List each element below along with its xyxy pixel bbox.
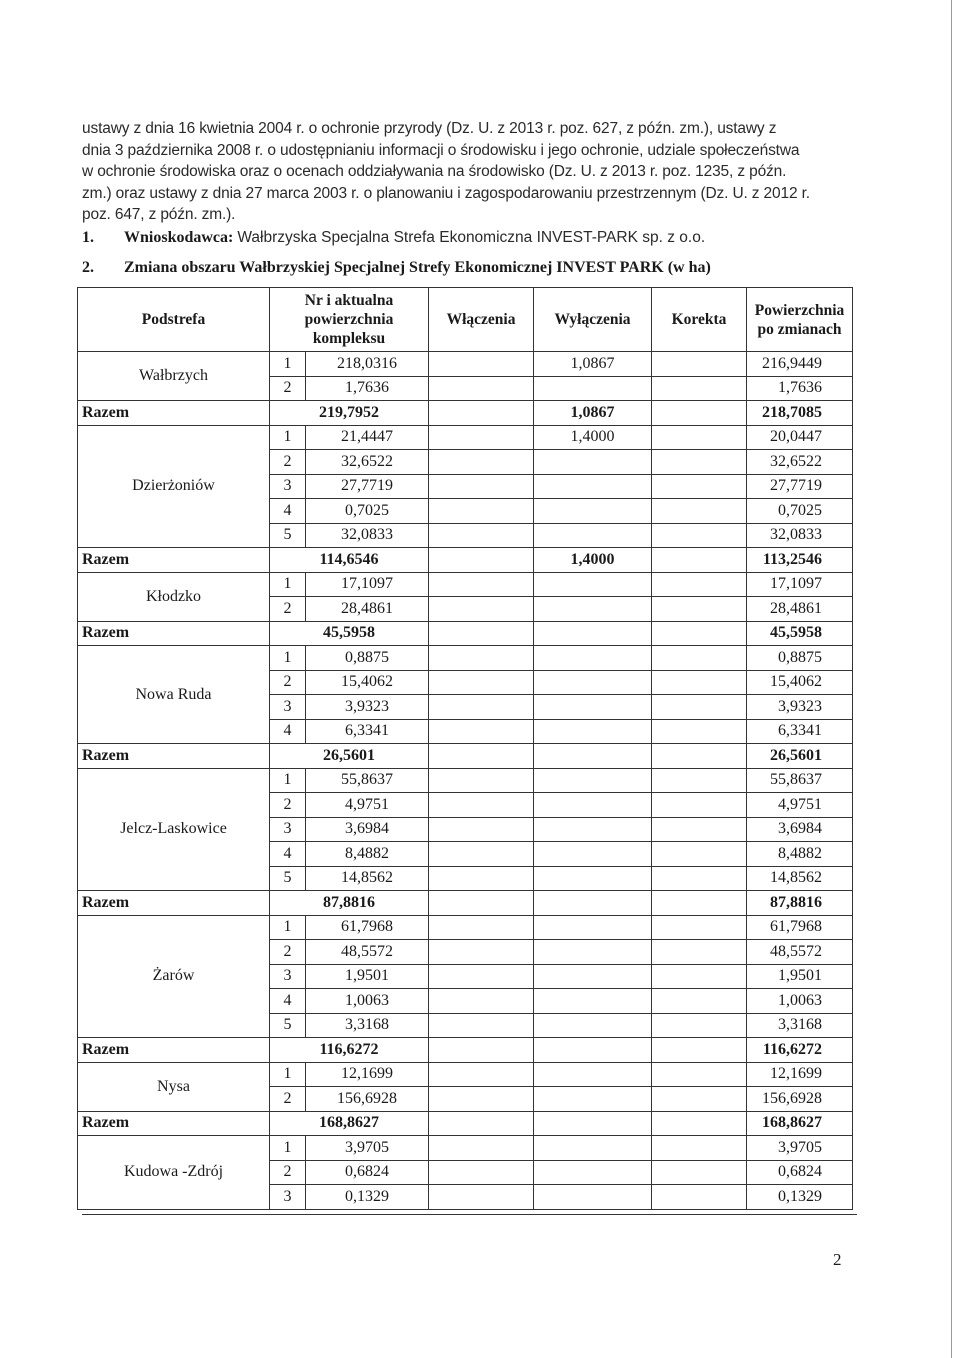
exclusions-cell xyxy=(534,915,652,940)
total-exclusions: 1,0867 xyxy=(534,401,652,426)
inclusions-cell xyxy=(429,646,534,671)
correction-cell xyxy=(652,597,747,622)
total-current-area: 168,8627 xyxy=(270,1111,429,1136)
current-area: 15,4062 xyxy=(306,670,429,695)
exclusions-cell xyxy=(534,842,652,867)
current-area: 14,8562 xyxy=(306,866,429,891)
complex-number: 4 xyxy=(270,719,306,744)
area-after-change: 0,7025 xyxy=(747,499,853,524)
total-label: Razem xyxy=(78,1111,270,1136)
header-podstrefa: Podstrefa xyxy=(78,288,270,352)
intro-line: ustawy z dnia 16 kwietnia 2004 r. o ochronie przyrody (Dz. U. z 2013 r. poz. 627, z późn. zm.), ustawy z xyxy=(82,120,777,137)
total-area-after-change: 87,8816 xyxy=(747,891,853,916)
complex-number: 4 xyxy=(270,842,306,867)
item-number: 1. xyxy=(82,229,94,246)
inclusions-cell xyxy=(429,670,534,695)
complex-number: 2 xyxy=(270,450,306,475)
subzone-name: Jelcz-Laskowice xyxy=(78,768,270,891)
area-after-change: 156,6928 xyxy=(747,1087,853,1112)
exclusions-cell xyxy=(534,1062,652,1087)
total-label: Razem xyxy=(78,1038,270,1063)
complex-number: 3 xyxy=(270,695,306,720)
inclusions-cell xyxy=(429,1062,534,1087)
inclusions-cell xyxy=(429,572,534,597)
current-area: 32,0833 xyxy=(306,523,429,548)
applicant-item xyxy=(82,229,705,247)
intro-line: poz. 647, z późn. zm.). xyxy=(82,206,236,223)
complex-number: 5 xyxy=(270,523,306,548)
inclusions-cell xyxy=(429,866,534,891)
total-area-after-change: 168,8627 xyxy=(747,1111,853,1136)
complex-number: 4 xyxy=(270,989,306,1014)
area-after-change: 1,0063 xyxy=(747,989,853,1014)
exclusions-cell xyxy=(534,572,652,597)
current-area: 3,6984 xyxy=(306,817,429,842)
inclusions-cell xyxy=(429,915,534,940)
complex-number: 3 xyxy=(270,817,306,842)
inclusions-cell xyxy=(429,523,534,548)
inclusions-cell xyxy=(429,376,534,401)
correction-cell xyxy=(652,450,747,475)
inclusions-cell xyxy=(429,1087,534,1112)
intro-line: dnia 3 października 2008 r. o udostępnianiu informacji o środowisku i jego ochronie, udziale społeczeństwa xyxy=(82,141,800,159)
complex-number: 2 xyxy=(270,793,306,818)
inclusions-cell xyxy=(429,940,534,965)
total-exclusions xyxy=(534,1038,652,1063)
header-wylaczenia: Wyłączenia xyxy=(534,288,652,352)
exclusions-cell xyxy=(534,1185,652,1210)
subzone-name: Wałbrzych xyxy=(78,352,270,401)
total-correction xyxy=(652,1111,747,1136)
area-after-change: 3,9705 xyxy=(747,1136,853,1161)
inclusions-cell xyxy=(429,1185,534,1210)
exclusions-cell xyxy=(534,989,652,1014)
exclusions-cell xyxy=(534,1136,652,1161)
total-row xyxy=(78,621,853,646)
total-area-after-change: 218,7085 xyxy=(747,401,853,426)
inclusions-cell xyxy=(429,499,534,524)
header-korekta: Korekta xyxy=(652,288,747,352)
current-area: 12,1699 xyxy=(306,1062,429,1087)
complex-number: 2 xyxy=(270,1160,306,1185)
area-after-change: 32,0833 xyxy=(747,523,853,548)
area-after-change: 20,0447 xyxy=(747,425,853,450)
total-inclusions xyxy=(429,548,534,573)
total-row xyxy=(78,401,853,426)
complex-number: 3 xyxy=(270,1185,306,1210)
total-correction xyxy=(652,891,747,916)
inclusions-cell xyxy=(429,425,534,450)
total-inclusions xyxy=(429,401,534,426)
complex-number: 1 xyxy=(270,352,306,377)
correction-cell xyxy=(652,499,747,524)
area-after-change: 15,4062 xyxy=(747,670,853,695)
exclusions-cell xyxy=(534,1087,652,1112)
current-area: 1,9501 xyxy=(306,964,429,989)
table-row xyxy=(78,646,853,671)
table-row xyxy=(78,572,853,597)
correction-cell xyxy=(652,1087,747,1112)
total-current-area: 116,6272 xyxy=(270,1038,429,1063)
total-area-after-change: 116,6272 xyxy=(747,1038,853,1063)
subzone-name: Kudowa -Zdrój xyxy=(78,1136,270,1210)
total-current-area: 87,8816 xyxy=(270,891,429,916)
exclusions-cell: 1,4000 xyxy=(534,425,652,450)
area-after-change: 48,5572 xyxy=(747,940,853,965)
current-area: 3,9323 xyxy=(306,695,429,720)
page-number: 2 xyxy=(833,1250,842,1269)
intro-line: w ochronie środowiska oraz o ocenach oddziaływania na środowisko (Dz. U. z 2013 r. poz. 1235, z późn. xyxy=(82,163,787,180)
area-after-change: 216,9449 xyxy=(747,352,853,377)
complex-number: 5 xyxy=(270,866,306,891)
total-row xyxy=(78,744,853,769)
total-exclusions xyxy=(534,1111,652,1136)
total-correction xyxy=(652,548,747,573)
total-exclusions xyxy=(534,744,652,769)
exclusions-cell xyxy=(534,866,652,891)
exclusions-cell xyxy=(534,646,652,671)
area-after-change: 8,4882 xyxy=(747,842,853,867)
current-area: 48,5572 xyxy=(306,940,429,965)
exclusions-cell xyxy=(534,450,652,475)
current-area: 218,0316 xyxy=(306,352,429,377)
area-after-change: 3,6984 xyxy=(747,817,853,842)
complex-number: 1 xyxy=(270,572,306,597)
total-exclusions xyxy=(534,891,652,916)
exclusions-cell xyxy=(534,523,652,548)
area-after-change: 14,8562 xyxy=(747,866,853,891)
exclusions-cell xyxy=(534,670,652,695)
correction-cell xyxy=(652,425,747,450)
total-correction xyxy=(652,744,747,769)
inclusions-cell xyxy=(429,1160,534,1185)
subzone-name: Dzierżoniów xyxy=(78,425,270,548)
current-area: 6,3341 xyxy=(306,719,429,744)
inclusions-cell xyxy=(429,597,534,622)
total-correction xyxy=(652,401,747,426)
exclusions-cell xyxy=(534,719,652,744)
complex-number: 2 xyxy=(270,597,306,622)
correction-cell xyxy=(652,352,747,377)
total-inclusions xyxy=(429,621,534,646)
total-inclusions xyxy=(429,744,534,769)
exclusions-cell xyxy=(534,376,652,401)
subzone-name: Kłodzko xyxy=(78,572,270,621)
total-area-after-change: 26,5601 xyxy=(747,744,853,769)
correction-cell xyxy=(652,695,747,720)
inclusions-cell xyxy=(429,964,534,989)
correction-cell xyxy=(652,793,747,818)
area-after-change: 4,9751 xyxy=(747,793,853,818)
table-row xyxy=(78,1136,853,1161)
applicant-name: Wałbrzyska Specjalna Strefa Ekonomiczna INVEST-PARK sp. z o.o. xyxy=(237,229,706,246)
header-nr: Nr i aktualna powierzchnia kompleksu xyxy=(270,288,429,352)
inclusions-cell xyxy=(429,793,534,818)
complex-number: 2 xyxy=(270,940,306,965)
correction-cell xyxy=(652,989,747,1014)
correction-cell xyxy=(652,1185,747,1210)
area-change-table xyxy=(77,287,853,1210)
total-row xyxy=(78,1111,853,1136)
area-after-change: 1,9501 xyxy=(747,964,853,989)
area-after-change: 3,3168 xyxy=(747,1013,853,1038)
exclusions-cell xyxy=(534,793,652,818)
scan-edge-line xyxy=(951,0,952,1358)
total-row xyxy=(78,548,853,573)
total-label: Razem xyxy=(78,548,270,573)
current-area: 0,6824 xyxy=(306,1160,429,1185)
exclusions-cell: 1,0867 xyxy=(534,352,652,377)
current-area: 17,1097 xyxy=(306,572,429,597)
correction-cell xyxy=(652,646,747,671)
intro-line: zm.) oraz ustawy z dnia 27 marca 2003 r. o planowaniu i zagospodarowaniu przestrzennym (Dz. U. z 2012 r. xyxy=(82,184,810,202)
current-area: 1,0063 xyxy=(306,989,429,1014)
total-inclusions xyxy=(429,1038,534,1063)
complex-number: 1 xyxy=(270,425,306,450)
table-row xyxy=(78,1062,853,1087)
correction-cell xyxy=(652,572,747,597)
inclusions-cell xyxy=(429,768,534,793)
exclusions-cell xyxy=(534,940,652,965)
total-row xyxy=(78,1038,853,1063)
total-current-area: 26,5601 xyxy=(270,744,429,769)
table-header-row xyxy=(78,288,853,352)
current-area: 3,3168 xyxy=(306,1013,429,1038)
correction-cell xyxy=(652,866,747,891)
total-inclusions xyxy=(429,1111,534,1136)
area-after-change: 12,1699 xyxy=(747,1062,853,1087)
header-po-zmianach: Powierzchnia po zmianach xyxy=(747,288,853,352)
inclusions-cell xyxy=(429,450,534,475)
complex-number: 5 xyxy=(270,1013,306,1038)
item-number: 2. xyxy=(82,259,94,276)
correction-cell xyxy=(652,719,747,744)
intro-paragraph xyxy=(82,118,844,226)
correction-cell xyxy=(652,1013,747,1038)
inclusions-cell xyxy=(429,1136,534,1161)
total-label: Razem xyxy=(78,401,270,426)
correction-cell xyxy=(652,670,747,695)
current-area: 3,9705 xyxy=(306,1136,429,1161)
inclusions-cell xyxy=(429,474,534,499)
inclusions-cell xyxy=(429,817,534,842)
total-exclusions: 1,4000 xyxy=(534,548,652,573)
inclusions-cell xyxy=(429,1013,534,1038)
total-current-area: 219,7952 xyxy=(270,401,429,426)
area-after-change: 0,6824 xyxy=(747,1160,853,1185)
total-correction xyxy=(652,1038,747,1063)
area-after-change: 17,1097 xyxy=(747,572,853,597)
correction-cell xyxy=(652,1160,747,1185)
exclusions-cell xyxy=(534,695,652,720)
total-current-area: 114,6546 xyxy=(270,548,429,573)
complex-number: 2 xyxy=(270,670,306,695)
exclusions-cell xyxy=(534,474,652,499)
correction-cell xyxy=(652,474,747,499)
inclusions-cell xyxy=(429,352,534,377)
current-area: 0,8875 xyxy=(306,646,429,671)
exclusions-cell xyxy=(534,817,652,842)
subzone-name: Żarów xyxy=(78,915,270,1038)
inclusions-cell xyxy=(429,989,534,1014)
table-row xyxy=(78,915,853,940)
correction-cell xyxy=(652,1136,747,1161)
complex-number: 2 xyxy=(270,1087,306,1112)
total-exclusions xyxy=(534,621,652,646)
subzone-name: Nowa Ruda xyxy=(78,646,270,744)
correction-cell xyxy=(652,768,747,793)
area-change-title: Zmiana obszaru Wałbrzyskiej Specjalnej Strefy Ekonomicznej INVEST PARK (w ha) xyxy=(124,259,711,276)
total-correction xyxy=(652,621,747,646)
current-area: 21,4447 xyxy=(306,425,429,450)
correction-cell xyxy=(652,842,747,867)
exclusions-cell xyxy=(534,768,652,793)
applicant-label: Wnioskodawca: xyxy=(124,229,234,246)
complex-number: 1 xyxy=(270,646,306,671)
correction-cell xyxy=(652,915,747,940)
table-row xyxy=(78,425,853,450)
area-after-change: 1,7636 xyxy=(747,376,853,401)
area-after-change: 32,6522 xyxy=(747,450,853,475)
area-after-change: 6,3341 xyxy=(747,719,853,744)
current-area: 4,9751 xyxy=(306,793,429,818)
total-label: Razem xyxy=(78,744,270,769)
area-after-change: 3,9323 xyxy=(747,695,853,720)
complex-number: 3 xyxy=(270,474,306,499)
area-change-heading xyxy=(82,259,711,277)
complex-number: 3 xyxy=(270,964,306,989)
exclusions-cell xyxy=(534,597,652,622)
correction-cell xyxy=(652,817,747,842)
current-area: 27,7719 xyxy=(306,474,429,499)
total-current-area: 45,5958 xyxy=(270,621,429,646)
table-row xyxy=(78,768,853,793)
total-label: Razem xyxy=(78,621,270,646)
inclusions-cell xyxy=(429,695,534,720)
complex-number: 1 xyxy=(270,915,306,940)
correction-cell xyxy=(652,1062,747,1087)
exclusions-cell xyxy=(534,1160,652,1185)
exclusions-cell xyxy=(534,964,652,989)
table-row xyxy=(78,352,853,377)
total-label: Razem xyxy=(78,891,270,916)
current-area: 32,6522 xyxy=(306,450,429,475)
current-area: 28,4861 xyxy=(306,597,429,622)
complex-number: 4 xyxy=(270,499,306,524)
exclusions-cell xyxy=(534,1013,652,1038)
complex-number: 1 xyxy=(270,1062,306,1087)
current-area: 8,4882 xyxy=(306,842,429,867)
current-area: 156,6928 xyxy=(306,1087,429,1112)
area-after-change: 0,8875 xyxy=(747,646,853,671)
area-after-change: 0,1329 xyxy=(747,1185,853,1210)
current-area: 0,1329 xyxy=(306,1185,429,1210)
footer-rule xyxy=(82,1214,857,1215)
total-row xyxy=(78,891,853,916)
total-inclusions xyxy=(429,891,534,916)
exclusions-cell xyxy=(534,499,652,524)
correction-cell xyxy=(652,964,747,989)
complex-number: 2 xyxy=(270,376,306,401)
current-area: 1,7636 xyxy=(306,376,429,401)
area-after-change: 28,4861 xyxy=(747,597,853,622)
current-area: 0,7025 xyxy=(306,499,429,524)
current-area: 61,7968 xyxy=(306,915,429,940)
current-area: 55,8637 xyxy=(306,768,429,793)
correction-cell xyxy=(652,523,747,548)
inclusions-cell xyxy=(429,719,534,744)
complex-number: 1 xyxy=(270,768,306,793)
total-area-after-change: 45,5958 xyxy=(747,621,853,646)
correction-cell xyxy=(652,376,747,401)
area-after-change: 55,8637 xyxy=(747,768,853,793)
area-after-change: 27,7719 xyxy=(747,474,853,499)
header-wlaczenia: Włączenia xyxy=(429,288,534,352)
correction-cell xyxy=(652,940,747,965)
complex-number: 1 xyxy=(270,1136,306,1161)
area-after-change: 61,7968 xyxy=(747,915,853,940)
subzone-name: Nysa xyxy=(78,1062,270,1111)
total-area-after-change: 113,2546 xyxy=(747,548,853,573)
inclusions-cell xyxy=(429,842,534,867)
